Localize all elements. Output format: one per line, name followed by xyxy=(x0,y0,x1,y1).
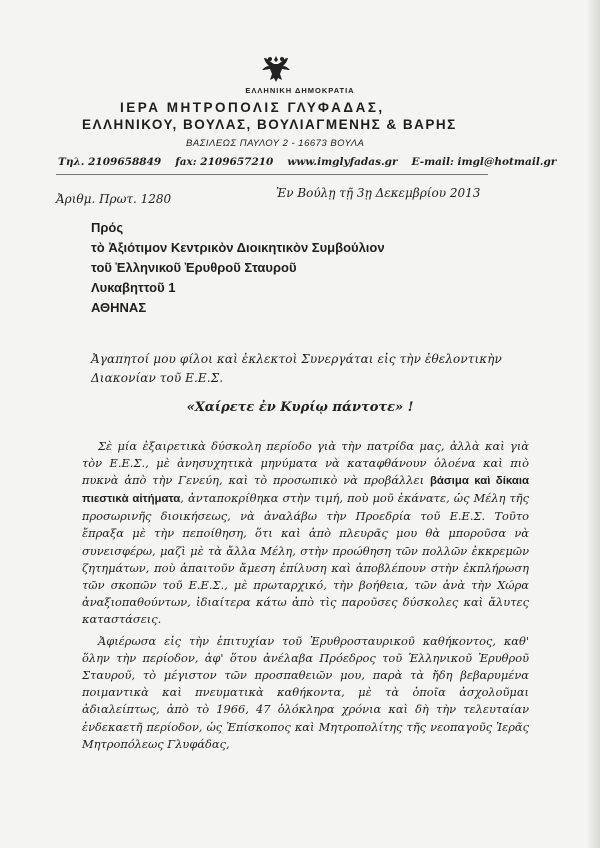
recipient-line: Λυκαβηττοῦ 1 xyxy=(91,280,176,295)
fax: fax: 2109657210 xyxy=(175,156,274,168)
body-paragraph xyxy=(82,438,529,628)
greeting: Ἀγαπητοί μου φίλοι καὶ ἐκλεκτοὶ Συνεργάται εἰς τὴν ἐθελοντικὴν Διακονίαν τοῦ Ε.Ε.Σ. xyxy=(91,352,502,385)
page-edge-shadow xyxy=(586,0,600,848)
metropolis-subtitle: ΕΛΛΗΝΙΚΟΥ, ΒΟΥΛΑΣ, ΒΟΥΛΙΑΓΜΕΝΗΣ & ΒΑΡΗΣ xyxy=(82,117,457,132)
address: ΒΑΣΙΛΕΩΣ ΠΑΥΛΟΥ 2 - 16673 ΒΟΥΛΑ xyxy=(186,138,365,149)
letterhead-divider xyxy=(56,174,488,175)
recipient-line: ΑΘΗΝΑΣ xyxy=(91,300,147,315)
body-text: , ἀνταποκρίθηκα στὴν τιμή, ποὺ μοῦ ἐκάνατε, ὡς Μέλη τῆς προσωρινῆς διοικήσεως, νὰ ἀναλάβω τὴν Προεδρία τοῦ Ε.Ε.Σ. Τοῦτο ἔπραξα μὲ τὴν πεποίθηση, ὅτι καὶ ἀπὸ πλευρᾶς μου θὰ μποροῦσα νὰ συνεισφέρω, μαζὶ μὲ τὰ ἄλλα Μέλη, στὴν προώθηση τῶν πολλῶν ἐκκρεμῶν ζητημάτων, ποὺ ἀπαιτοῦν ἄμεση ἐπίλυση καὶ ἀποβλέπουν στὴν ἐκπλήρωση τῶν σκοπῶν τοῦ Ε.Ε.Σ., μὲ πρωταρχικό, τὴν βοήθεια, τῶν ἀνὰ τὴν Χώρα ἀναξιοπαθούντων, ἰδιαίτερα κάτω ἀπὸ τὶς παροῦσες δύσκολες καὶ ἄλυτες καταστάσεις. xyxy=(82,491,529,626)
recipient-block xyxy=(91,218,385,318)
body-paragraph: Ἀφιέρωσα εἰς τὴν ἐπιτυχίαν τοῦ Ἐρυθροσταυρικοῦ καθήκοντος, καθ' ὅλην τὴν περίοδον, ἀφ' ὅτου ἀνέλαβα Πρόεδρος τοῦ Ἑλληνικοῦ Ἐρυθροῦ Σταυροῦ, τὸ μέγιστον τῶν προσπαθειῶν μου, παρὰ τὰ ἤδη βεβαρυμένα ποιμαντικὰ καὶ πνευματικὰ καθήκοντα, μὲ τὰ ὁποῖα ἀσχολοῦμαι ἀδιαλείπτως, ἀπὸ τὸ 1966, 47 ὁλόκληρα χρόνια καὶ δὴ τὴν τελευταίαν ἑνδεκαετῆ περίοδον, ὡς Ἐπίσκοπος καὶ Μητροπολίτης τῆς νεοπαγοῦς Ἱερᾶς Μητροπόλεως Γλυφάδας, xyxy=(82,634,529,751)
protocol-number: Ἀριθμ. Πρωτ. 1280 xyxy=(56,192,172,206)
metropolis-title: ΙΕΡΑ ΜΗΤΡΟΠΟΛΙΣ ΓΛΥΦΑΔΑΣ, xyxy=(120,100,385,115)
email-link[interactable]: E-mail: imgl@hotmail.gr xyxy=(411,156,557,168)
state-name: ΕΛΛΗΝΙΚΗ ΔΗΜΟΚΡΑΤΙΑ xyxy=(245,86,355,95)
recipient-line: τὸ Ἀξιότιμον Κεντρικὸν Διοικητικὸν Συμβούλιον xyxy=(91,240,385,255)
letter-date: Ἐν Βούλῃ τῇ 3ῃ Δεκεμβρίου 2013 xyxy=(276,186,481,200)
double-headed-eagle-icon xyxy=(258,52,294,84)
letter-body xyxy=(82,438,529,758)
contact-line xyxy=(58,156,558,168)
website-link[interactable]: www.imglyfadas.gr xyxy=(287,156,398,168)
recipient-to: Πρός xyxy=(91,220,124,235)
salutation: «Χαίρετε ἐν Κυρίῳ πάντοτε» ! xyxy=(186,400,414,415)
recipient-line: τοῦ Ἑλληνικοῦ Ἐρυθροῦ Σταυροῦ xyxy=(91,260,297,275)
phone: Τηλ. 2109658849 xyxy=(58,156,162,168)
body-bold-text: βάσιμα καὶ δίκαια πιεστικὰ αἰτήματα xyxy=(82,475,529,506)
body-text: Σὲ μία ἐξαιρετικὰ δύσκολη περίοδο γιὰ τὴν πατρίδα μας, ἀλλὰ καὶ γιὰ τὸν Ε.Ε.Σ., μὲ ἀνησυχητικὰ μηνύματα νὰ καταφθάνουν ὁλοένα καὶ πιὸ πυκνὰ ἀπὸ τὴν Γενεύη, καὶ τὸ προσωπικὸ νὰ προβάλλει xyxy=(82,439,529,488)
